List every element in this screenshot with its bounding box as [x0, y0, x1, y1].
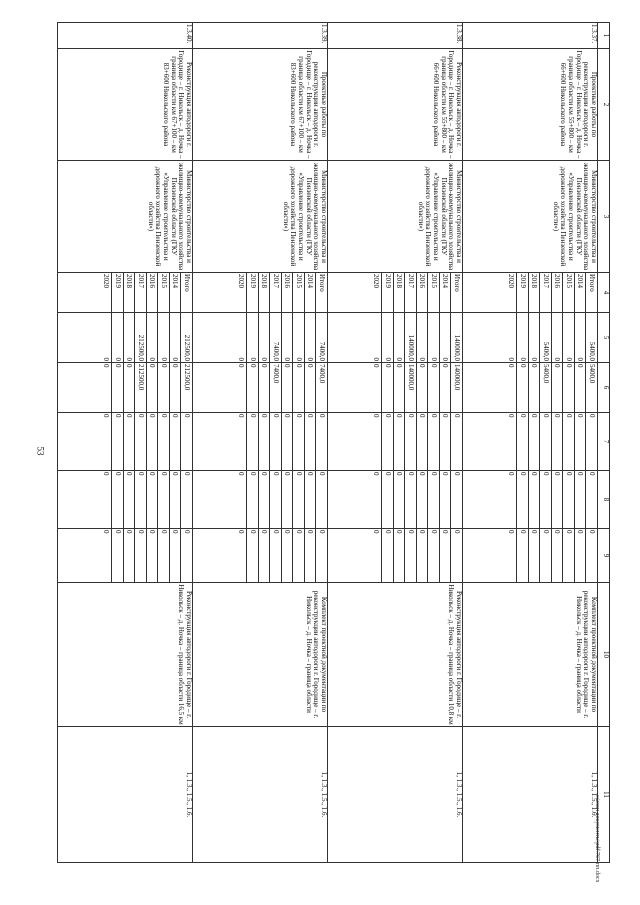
- year-cell-line: Итого: [586, 273, 598, 312]
- amount-other-line: 0: [146, 529, 158, 582]
- amount-total-line: 0: [102, 357, 111, 361]
- year-cell-line: 2020: [507, 274, 516, 288]
- amount-federal-line: 0: [405, 413, 417, 470]
- amount-other-line: 0: [393, 529, 405, 582]
- year-cell-line: 2020: [102, 274, 111, 288]
- amount-other-line: 0: [247, 529, 259, 582]
- header-cell: 4: [598, 273, 610, 313]
- amount-regional-line: 0: [146, 363, 158, 412]
- amount-total-line: 140000,0: [405, 313, 417, 362]
- amount-total-line: 0: [563, 313, 575, 362]
- amount-total-line: 0: [507, 357, 516, 361]
- amount-local-line: 0: [439, 471, 451, 528]
- amount-local-line: 0: [574, 471, 586, 528]
- amount-other-line: 0: [517, 529, 529, 582]
- amount-total-line: 0: [123, 313, 135, 362]
- amount-other-line: 0: [270, 529, 282, 582]
- year-cell: [328, 273, 463, 313]
- amount-federal-line: 0: [247, 413, 259, 470]
- amount-federal-line: 0: [507, 414, 516, 418]
- amount-federal-line: 0: [304, 413, 316, 470]
- amount-other-line: 0: [102, 530, 111, 534]
- amount-federal-line: 0: [181, 413, 193, 470]
- amount-local-line: 0: [316, 471, 328, 528]
- amount-federal-line: 0: [146, 413, 158, 470]
- amount-regional-line: 0: [304, 363, 316, 412]
- amount-regional-line: 0: [372, 364, 381, 368]
- amount-regional-line: 0: [439, 363, 451, 412]
- year-cell-line: 2020: [372, 274, 381, 288]
- year-cell-line: 2015: [158, 273, 170, 312]
- amount-federal: [193, 413, 328, 471]
- amount-total-line: 0: [112, 313, 124, 362]
- amount-regional: [193, 363, 328, 413]
- amount-local-line: 0: [123, 471, 135, 528]
- amount-federal-line: 0: [258, 413, 270, 470]
- amount-federal-line: 0: [563, 413, 575, 470]
- amount-other-line: 0: [169, 529, 181, 582]
- amount-regional-line: 0: [551, 363, 563, 412]
- year-cell-line: 2018: [528, 273, 540, 312]
- amount-local: [193, 471, 328, 529]
- amount-other-line: 0: [181, 529, 193, 582]
- header-cell: 1: [598, 23, 610, 49]
- header-cell: 3: [598, 161, 610, 273]
- amount-other-line: 0: [304, 529, 316, 582]
- header-cell: 10: [598, 583, 610, 727]
- amount-regional: [463, 363, 598, 413]
- amount-local-line: 0: [135, 471, 147, 528]
- amount-regional-line: 7400,0: [270, 363, 282, 412]
- amount-regional: [328, 363, 463, 413]
- amount-total: [58, 313, 193, 363]
- amount-total-line: 0: [517, 313, 529, 362]
- amount-regional-line: 0: [169, 363, 181, 412]
- header-cell: 8: [598, 471, 610, 529]
- amount-local-line: 0: [304, 471, 316, 528]
- amount-total-line: 0: [382, 313, 394, 362]
- amount-local-line: 0: [528, 471, 540, 528]
- row-result: Реконструкция автодороги г. Городище – г. Никольск – д. Ночка – граница области 16,5 км: [58, 583, 193, 727]
- amount-total-line: 0: [258, 313, 270, 362]
- amount-federal-line: 0: [281, 413, 293, 470]
- amount-regional-line: 140000,0: [451, 363, 463, 412]
- amount-regional-line: 0: [416, 363, 428, 412]
- amount-total-line: 212500,0: [181, 313, 193, 362]
- year-cell-line: 2014: [574, 273, 586, 312]
- row-name: Реконструкция автодороги г. Городище – г. Никольск – д. Ночка – граница области км 55+800 – км 66+600 Никольского района: [328, 49, 463, 161]
- amount-federal-line: 0: [517, 413, 529, 470]
- amount-local-line: 0: [428, 471, 440, 528]
- amount-local-line: 0: [551, 471, 563, 528]
- year-cell-line: 2015: [563, 273, 575, 312]
- amount-federal-line: 0: [158, 413, 170, 470]
- amount-total-line: 140000,0: [451, 313, 463, 362]
- row-executor: Министерство строительства и жилищно-коммунального хозяйства Пензенской области (ГКУ «Управление строительства и дорожного хозяйства Пензенской области»): [193, 161, 328, 273]
- row-executor: Министерство строительства и жилищно-коммунального хозяйства Пензенской области (ГКУ «Управление строительства и дорожного хозяйства Пензенской области»): [463, 161, 598, 273]
- row-number: 1.3.38.: [328, 23, 463, 49]
- year-cell-line: 2018: [393, 273, 405, 312]
- year-cell-line: 2016: [146, 273, 158, 312]
- amount-federal-line: 0: [574, 413, 586, 470]
- amount-federal-line: 0: [586, 413, 598, 470]
- amount-total-line: 0: [428, 313, 440, 362]
- year-cell-line: Итого: [181, 273, 193, 312]
- row-executor: Министерство строительства и жилищно-коммунального хозяйства Пензенской области (ГКУ «Управление строительства и дорожного хозяйства Пензенской области»): [58, 161, 193, 273]
- amount-federal-line: 0: [439, 413, 451, 470]
- amount-regional-line: 0: [428, 363, 440, 412]
- amount-regional-line: 140000,0: [405, 363, 417, 412]
- amount-federal-line: 0: [428, 413, 440, 470]
- amount-local-line: 0: [237, 472, 246, 476]
- amount-local-line: 0: [586, 471, 598, 528]
- amount-regional-line: 0: [382, 363, 394, 412]
- amount-other: [193, 529, 328, 583]
- year-cell-line: 2018: [123, 273, 135, 312]
- header-cell: 2: [598, 49, 610, 161]
- amount-regional-line: 7400,0: [316, 363, 328, 412]
- amount-federal-line: 0: [112, 413, 124, 470]
- amount-regional-line: 0: [393, 363, 405, 412]
- amount-federal: [328, 413, 463, 471]
- amount-local-line: 0: [293, 471, 305, 528]
- amount-federal-line: 0: [551, 413, 563, 470]
- amount-local-line: 0: [416, 471, 428, 528]
- amount-regional-line: 0: [247, 363, 259, 412]
- amount-other-line: 0: [507, 530, 516, 534]
- row-name: Проектные работы по реконструкции автодороги г. Городище – г. Никольск – д. Ночка – граница области км 67+100 – км 83+600 Никольского района: [193, 49, 328, 161]
- table-row: [58, 23, 193, 863]
- year-cell-line: 2019: [112, 273, 124, 312]
- table-body: [58, 23, 598, 863]
- amount-local-line: 0: [507, 472, 516, 476]
- amount-regional-line: 0: [281, 363, 293, 412]
- amount-local-line: 0: [393, 471, 405, 528]
- amount-other-line: 0: [237, 530, 246, 534]
- amount-total: [463, 313, 598, 363]
- amount-federal-line: 0: [270, 413, 282, 470]
- amount-local-line: 0: [517, 471, 529, 528]
- amount-regional-line: 212500,0: [181, 363, 193, 412]
- amount-federal-line: 0: [451, 413, 463, 470]
- amount-other-line: 0: [563, 529, 575, 582]
- amount-other-line: 0: [528, 529, 540, 582]
- amount-local-line: 0: [540, 471, 552, 528]
- year-cell-line: 2015: [428, 273, 440, 312]
- amount-regional-line: 5400,0: [540, 363, 552, 412]
- amount-local-line: 0: [158, 471, 170, 528]
- amount-federal-line: 0: [135, 413, 147, 470]
- year-cell: [193, 273, 328, 313]
- amount-federal: [463, 413, 598, 471]
- amount-regional-line: 0: [574, 363, 586, 412]
- year-cell: [58, 273, 193, 313]
- row-reference: 1, 1.3., 1.5., 1.6.: [193, 727, 328, 863]
- amount-other-line: 0: [382, 529, 394, 582]
- amount-regional-line: 212500,0: [135, 363, 147, 412]
- amount-total-line: 0: [304, 313, 316, 362]
- amount-regional-line: 0: [507, 364, 516, 368]
- amount-local-line: 0: [102, 472, 111, 476]
- amount-total-line: 5400,0: [540, 313, 552, 362]
- amount-federal-line: 0: [237, 414, 246, 418]
- year-cell-line: 2017: [270, 273, 282, 312]
- row-reference: 1, 1.3., 1.5., 1.6.: [58, 727, 193, 863]
- table-row: [463, 23, 598, 863]
- year-cell-line: 2019: [517, 273, 529, 312]
- amount-total-line: 212500,0: [135, 313, 147, 362]
- amount-total-line: 0: [146, 313, 158, 362]
- amount-federal-line: 0: [169, 413, 181, 470]
- amount-total-line: 7400,0: [270, 313, 282, 362]
- amount-federal: [58, 413, 193, 471]
- amount-other-line: 0: [293, 529, 305, 582]
- year-cell-line: 2017: [135, 273, 147, 312]
- year-cell-line: 2020: [237, 274, 246, 288]
- amount-other-line: 0: [372, 530, 381, 534]
- amount-local-line: 0: [247, 471, 259, 528]
- amount-other-line: 0: [112, 529, 124, 582]
- amount-other-line: 0: [281, 529, 293, 582]
- rotated-document: [50, 22, 610, 862]
- amount-total-line: 0: [158, 313, 170, 362]
- amount-local-line: 0: [112, 471, 124, 528]
- amount-total-line: 0: [247, 313, 259, 362]
- amount-regional-line: 0: [237, 364, 246, 368]
- amount-other-line: 0: [574, 529, 586, 582]
- table-row: [193, 23, 328, 863]
- amount-total-line: 0: [237, 357, 246, 361]
- amount-regional-line: 0: [528, 363, 540, 412]
- amount-local-line: 0: [169, 471, 181, 528]
- amount-other-line: 0: [416, 529, 428, 582]
- amount-total-line: 0: [439, 313, 451, 362]
- program-table: [57, 22, 610, 863]
- amount-total: [328, 313, 463, 363]
- amount-federal-line: 0: [372, 414, 381, 418]
- amount-total-line: 0: [293, 313, 305, 362]
- year-cell-line: 2014: [304, 273, 316, 312]
- amount-other: [463, 529, 598, 583]
- year-cell-line: 2019: [247, 273, 259, 312]
- header-cell: 7: [598, 413, 610, 471]
- year-cell-line: 2018: [258, 273, 270, 312]
- amount-local-line: 0: [146, 471, 158, 528]
- amount-total-line: 0: [372, 357, 381, 361]
- amount-regional-line: 0: [112, 363, 124, 412]
- amount-federal-line: 0: [123, 413, 135, 470]
- year-cell-line: 2016: [416, 273, 428, 312]
- amount-other-line: 0: [540, 529, 552, 582]
- amount-total-line: 0: [393, 313, 405, 362]
- amount-other-line: 0: [439, 529, 451, 582]
- amount-total-line: 0: [551, 313, 563, 362]
- amount-local: [463, 471, 598, 529]
- row-number: 1.3.39.: [193, 23, 328, 49]
- amount-federal-line: 0: [416, 413, 428, 470]
- amount-other-line: 0: [258, 529, 270, 582]
- amount-total: [193, 313, 328, 363]
- amount-regional-line: 0: [102, 364, 111, 368]
- row-reference: 1, 1.3., 1.5., 1.6.: [328, 727, 463, 863]
- amount-federal-line: 0: [393, 413, 405, 470]
- header-cell: 6: [598, 363, 610, 413]
- amount-other-line: 0: [158, 529, 170, 582]
- amount-total-line: 0: [574, 313, 586, 362]
- year-cell-line: 2019: [382, 273, 394, 312]
- amount-local-line: 0: [405, 471, 417, 528]
- amount-local-line: 0: [451, 471, 463, 528]
- row-result: Реконструкция автодороги г. Городище – г. Никольск – д. Ночка – граница области 10,8 км: [328, 583, 463, 727]
- page-number: 53: [35, 446, 46, 456]
- amount-local-line: 0: [563, 471, 575, 528]
- amount-regional-line: 0: [293, 363, 305, 412]
- table-row: [328, 23, 463, 863]
- amount-regional-line: 0: [517, 363, 529, 412]
- amount-other-line: 0: [586, 529, 598, 582]
- amount-total-line: 0: [416, 313, 428, 362]
- amount-other-line: 0: [405, 529, 417, 582]
- amount-federal-line: 0: [540, 413, 552, 470]
- year-cell: [463, 273, 598, 313]
- year-cell-line: 2017: [405, 273, 417, 312]
- year-cell-line: Итого: [451, 273, 463, 312]
- year-cell-line: Итого: [316, 273, 328, 312]
- year-cell-line: 2016: [281, 273, 293, 312]
- amount-regional-line: 0: [123, 363, 135, 412]
- amount-federal-line: 0: [102, 414, 111, 418]
- amount-total-line: 0: [281, 313, 293, 362]
- amount-other: [58, 529, 193, 583]
- amount-local-line: 0: [382, 471, 394, 528]
- amount-federal-line: 0: [528, 413, 540, 470]
- amount-regional-line: 5400,0: [586, 363, 598, 412]
- amount-total-line: 7400,0: [316, 313, 328, 362]
- header-row: [598, 23, 610, 863]
- amount-federal-line: 0: [293, 413, 305, 470]
- header-cell: 5: [598, 313, 610, 363]
- year-cell-line: 2017: [540, 273, 552, 312]
- amount-total-line: 5400,0: [586, 313, 598, 362]
- amount-other-line: 0: [135, 529, 147, 582]
- amount-other-line: 0: [316, 529, 328, 582]
- row-name: Реконструкция автодороги г. Городище – г. Никольск – д. Ночка – граница области км 67+100 – км 83+600 Никольского района: [58, 49, 193, 161]
- row-number: 1.3.37.: [463, 23, 598, 49]
- year-cell-line: 2015: [293, 273, 305, 312]
- year-cell-line: 2016: [551, 273, 563, 312]
- row-result: Комплект проектной документации по реконструкции автодороги г. Городище – г. Никольск – д. Ночка – граница области: [463, 583, 598, 727]
- footer-path: c:\мои документы\pdf\767-пп.docx: [594, 795, 600, 883]
- amount-local-line: 0: [270, 471, 282, 528]
- row-executor: Министерство строительства и жилищно-коммунального хозяйства Пензенской области (ГКУ «Управление строительства и дорожного хозяйства Пензенской области»): [328, 161, 463, 273]
- amount-other-line: 0: [451, 529, 463, 582]
- amount-local-line: 0: [258, 471, 270, 528]
- amount-other: [328, 529, 463, 583]
- amount-local: [58, 471, 193, 529]
- row-reference: 1, 1.3., 1.5., 1.6.: [463, 727, 598, 863]
- amount-regional: [58, 363, 193, 413]
- amount-regional-line: 0: [563, 363, 575, 412]
- amount-total-line: 0: [169, 313, 181, 362]
- header-cell: 9: [598, 529, 610, 583]
- amount-local-line: 0: [181, 471, 193, 528]
- amount-regional-line: 0: [258, 363, 270, 412]
- amount-other-line: 0: [551, 529, 563, 582]
- amount-federal-line: 0: [382, 413, 394, 470]
- amount-other-line: 0: [428, 529, 440, 582]
- amount-local-line: 0: [281, 471, 293, 528]
- amount-total-line: 0: [528, 313, 540, 362]
- year-cell-line: 2014: [439, 273, 451, 312]
- row-result: Комплект проектной документации по реконструкции автодороги г. Городище – г. Никольск – д. Ночка – граница области: [193, 583, 328, 727]
- row-number: 1.3.40.: [58, 23, 193, 49]
- year-cell-line: 2014: [169, 273, 181, 312]
- amount-local: [328, 471, 463, 529]
- header-cell: 11: [598, 727, 610, 863]
- amount-other-line: 0: [123, 529, 135, 582]
- amount-local-line: 0: [372, 472, 381, 476]
- amount-regional-line: 0: [158, 363, 170, 412]
- row-name: Проектные работы по реконструкции автодороги г. Городище – г. Никольск – д. Ночка – граница области км 55+800 – км 66+600 Никольского района: [463, 49, 598, 161]
- amount-federal-line: 0: [316, 413, 328, 470]
